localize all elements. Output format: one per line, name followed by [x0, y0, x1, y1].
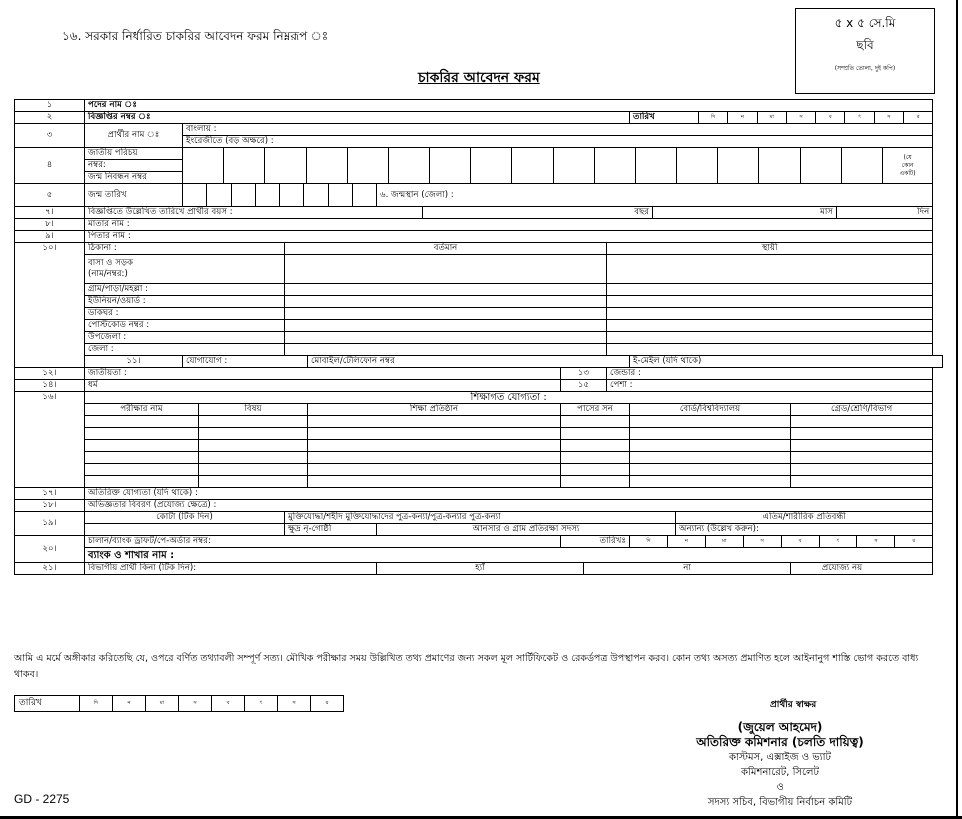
- row-number: ২: [15, 112, 85, 124]
- date-cell: স: [874, 112, 903, 123]
- birth-date-cells[interactable]: [183, 184, 377, 207]
- date-cell: মা: [705, 536, 743, 547]
- date-cell: দি: [80, 696, 113, 711]
- applicant-signature-label: প্রার্থীর স্বাক্ষর: [770, 700, 817, 710]
- birth-reg-label: জন্ম নিবন্ধন নম্বর: [85, 172, 183, 184]
- address-permanent-field[interactable]: [607, 255, 933, 284]
- quota-label: কোটা (টিক দিন): [85, 512, 285, 524]
- table-row: [15, 428, 943, 440]
- row-number: ১০।: [15, 243, 85, 368]
- education-title: শিক্ষাগত যোগ্যতা :: [85, 392, 933, 404]
- row-number: ৪: [15, 148, 85, 184]
- religion-field[interactable]: ধর্ম: [85, 380, 561, 392]
- date-cell: স: [743, 536, 781, 547]
- extra-qualification-field[interactable]: অতিরিক্ত যোগ্যতা (যদি থাকে) :: [85, 488, 933, 500]
- signatory-org-1: কাস্টমস, এক্সাইজ ও ভ্যাট: [729, 752, 831, 763]
- address-item-post-office: ডাকঘর :: [85, 308, 285, 320]
- email-field[interactable]: ই-মেইল (যদি থাকে): [630, 356, 943, 368]
- bank-branch-field[interactable]: ব্যাংক ও শাখার নাম :: [85, 548, 933, 563]
- departmental-no[interactable]: না: [584, 563, 791, 575]
- footer-date-label: তারিখ: [15, 696, 80, 711]
- departmental-yes[interactable]: হ্যাঁ: [377, 563, 584, 575]
- row-number-13: ১৩: [561, 368, 607, 380]
- age-year-field[interactable]: বছর: [423, 207, 653, 219]
- age-month-field[interactable]: মাস: [653, 207, 837, 219]
- row-experience: [15, 500, 943, 512]
- table-row: [15, 416, 943, 428]
- row-contact: [15, 356, 943, 368]
- row-bank: [15, 548, 943, 563]
- row-applicant-name-bn: [15, 124, 943, 136]
- quota-ethnic[interactable]: ক্ষুদ্র নৃ-গোষ্ঠী: [285, 524, 377, 536]
- row-education-title: [15, 392, 943, 404]
- address-present-field[interactable]: [285, 255, 607, 284]
- education-header-row: [15, 404, 943, 416]
- row-number: ১২।: [15, 368, 85, 380]
- date-cell: ব: [212, 696, 245, 711]
- footer-date-box[interactable]: [14, 695, 344, 712]
- edu-header-board: বোর্ড/বিশ্ববিদ্যালয়: [630, 404, 791, 416]
- photo-size: ৫ x ৫ সে.মি: [834, 16, 896, 30]
- row-nationality: [15, 368, 943, 380]
- address-item-house: বাসা ও সড়ক (নাম/নম্বর:): [85, 255, 285, 284]
- row-religion: [15, 380, 943, 392]
- nid-label-2: নম্বর:: [85, 160, 183, 172]
- row-number: ১৮।: [15, 500, 85, 512]
- table-row: [15, 452, 943, 464]
- age-day-field[interactable]: দিন: [837, 207, 933, 219]
- nid-digit-cells: [183, 148, 882, 183]
- signatory-role: সদস্য সচিব, বিভাগীয় নির্বাচন কমিটি: [707, 797, 853, 808]
- date-cell: ন: [113, 696, 146, 711]
- experience-field[interactable]: অভিজ্ঞতার বিবরণ (প্রযোজ্য ক্ষেত্রে) :: [85, 500, 933, 512]
- date-cell: ন: [727, 112, 756, 123]
- row-address-village: [15, 284, 943, 296]
- address-present-field[interactable]: [285, 344, 607, 356]
- form-table: [14, 99, 943, 575]
- edu-header-institution: শিক্ষা প্রতিষ্ঠান: [308, 404, 561, 416]
- gender-field[interactable]: জেন্ডার :: [607, 368, 933, 380]
- form-title: চাকরির আবেদন ফরম: [418, 70, 540, 86]
- row-number: ৩: [15, 124, 85, 148]
- row-number: ১৭।: [15, 488, 85, 500]
- address-item-union: ইউনিয়ন/ওয়ার্ড :: [85, 296, 285, 308]
- page-border-right: [956, 0, 958, 819]
- date-cell: দি: [646, 538, 651, 544]
- address-item-village: গ্রাম/পাড়া/মহল্লা :: [85, 284, 285, 296]
- birth-date-grid: [183, 184, 376, 206]
- document-code: GD - 2275: [14, 792, 70, 806]
- mother-name-field[interactable]: মাতার নাম :: [85, 219, 933, 231]
- signatory-title: অতিরিক্ত কমিশনার (চলতি দায়িত্ব): [696, 735, 864, 749]
- date-cell: স: [179, 696, 212, 711]
- footer-date-cells: [80, 696, 343, 711]
- date-cell: স: [856, 536, 894, 547]
- edu-header-grade: গ্রেড/শ্রেণি/বিভাগ: [791, 404, 933, 416]
- address-permanent-header: স্থায়ী: [607, 243, 933, 255]
- address-permanent-field[interactable]: [607, 332, 933, 344]
- applicant-name-english-field[interactable]: ইংরেজীতে (বড় অক্ষরে) :: [183, 136, 933, 148]
- signatory-block: [650, 720, 910, 810]
- challan-date-cells[interactable]: [630, 536, 933, 548]
- row-address-post: [15, 308, 943, 320]
- address-present-field[interactable]: [285, 308, 607, 320]
- date-cell: ৎ: [844, 112, 873, 123]
- row-address-union: [15, 296, 943, 308]
- row-challan: [15, 536, 943, 548]
- contact-label: যোগাযোগ :: [183, 356, 308, 368]
- age-label: বিজ্ঞপ্তিতে উল্লেখিত তারিখে প্রার্থীর বয়স :: [85, 207, 423, 219]
- row-post-name: [15, 100, 943, 112]
- date-cell: স: [786, 112, 815, 123]
- row-number: ২০।: [15, 536, 85, 563]
- address-present-field[interactable]: [285, 320, 607, 332]
- edu-header-exam: পরীক্ষার নাম: [85, 404, 199, 416]
- row-number: ৭।: [15, 207, 85, 219]
- row-quota-2: [15, 524, 943, 536]
- address-item-upazila: উপজেলা :: [85, 332, 285, 344]
- row-extra-qualification: [15, 488, 943, 500]
- declaration-text: আমি এ মর্মে অঙ্গীকার করিতেছি যে, ওপরে বর্ণিত তথ্যাবলী সম্পূর্ণ সত্য। মৌখিক পরীক্ষার সময় উল্লিখিত তথ্য প্রমাণের জন্য সকল মূল সার্টিফিকেট ও রেকর্ডপত্র উপস্থাপন করব। কোন তথ্য অসত্য প্রমাণিত হলে আইনানুগ শাস্তি ভোগ করতে বাধ্য থাকব।: [14, 653, 919, 680]
- address-present-header: বর্তমান: [285, 243, 607, 255]
- occupation-field[interactable]: পেশা :: [607, 380, 933, 392]
- birthplace-field[interactable]: ৬. জন্মস্থান (জেলা) :: [377, 184, 933, 207]
- quota-other[interactable]: অন্যান্য (উল্লেখ করুন):: [676, 524, 933, 536]
- row-father-name: [15, 231, 943, 243]
- row-number: ৮।: [15, 219, 85, 231]
- row-address-header: [15, 243, 943, 255]
- signatory-name: (জুয়েল আহমেদ): [737, 720, 823, 734]
- row-number: ১১।: [85, 356, 183, 368]
- photo-label: ছবি: [856, 38, 874, 52]
- row-address-house: [15, 255, 943, 284]
- quota-orphan-disabled[interactable]: এতিম/শারীরিক প্রতিবন্ধী: [676, 512, 933, 524]
- row-number: ৫: [15, 184, 85, 207]
- address-present-field[interactable]: [285, 284, 607, 296]
- date-cells: [630, 536, 932, 547]
- address-permanent-field[interactable]: [607, 320, 933, 332]
- row-quota-1: [15, 512, 943, 524]
- address-label: ঠিকানা :: [85, 243, 285, 255]
- date-cell: ৎ: [245, 696, 278, 711]
- address-present-field[interactable]: [285, 332, 607, 344]
- date-cell: ব: [815, 112, 844, 123]
- row-departmental: [15, 563, 943, 575]
- row-address-district: [15, 344, 943, 356]
- nationality-field[interactable]: জাতীয়তা :: [85, 368, 561, 380]
- circular-number-field[interactable]: বিজ্ঞপ্তির নম্বর ঃ: [85, 112, 630, 124]
- date-cell: ব: [781, 536, 819, 547]
- signatory-org-2: কমিশনারেট, সিলেট: [741, 767, 819, 778]
- address-item-district: জেলা :: [85, 344, 285, 356]
- row-age: [15, 207, 943, 219]
- date-cell: ৎ: [819, 536, 857, 547]
- edu-header-subject: বিষয়: [199, 404, 308, 416]
- address-item-postcode: পোস্টকোড নম্বর :: [85, 320, 285, 332]
- departmental-na[interactable]: প্রযোজ্য নয়: [791, 563, 933, 575]
- date-cells: [699, 112, 932, 123]
- photo-note: (সম্প্রতি তোলা, দুই কপি): [834, 65, 896, 72]
- date-cell: দি: [711, 114, 716, 120]
- address-present-field[interactable]: [285, 296, 607, 308]
- intro-text: ১৬. সরকার নির্ধারিত চাকরির আবেদন ফরম নিম্নরূপ ঃ: [62, 29, 329, 43]
- row-number: ৯।: [15, 231, 85, 243]
- departmental-label: বিভাগীয় প্রার্থী কিনা (টিক দিন):: [85, 563, 377, 575]
- row-number: ১: [15, 100, 85, 112]
- date-cell: র: [903, 112, 932, 123]
- table-row: [15, 464, 943, 476]
- row-address-postcode: [15, 320, 943, 332]
- birth-date-label: জন্ম তারিখ: [85, 184, 183, 207]
- post-name-field[interactable]: পদের নাম ঃ: [85, 100, 933, 112]
- row-circular-number: [15, 112, 943, 124]
- date-cell: মা: [757, 112, 786, 123]
- row-birth-date: [15, 184, 943, 207]
- address-permanent-field[interactable]: [607, 284, 933, 296]
- nid-digit-grid[interactable]: [183, 148, 883, 184]
- date-cell: স: [278, 696, 311, 711]
- address-permanent-field[interactable]: [607, 296, 933, 308]
- father-name-field[interactable]: পিতার নাম :: [85, 231, 933, 243]
- date-cell: র: [894, 536, 932, 547]
- nid-note: (যে কোন একটি): [883, 148, 933, 184]
- table-row: [15, 476, 943, 488]
- applicant-name-label: প্রার্থীর নাম ঃ: [85, 124, 183, 148]
- row-number: ১৯।: [15, 512, 85, 536]
- date-cell: র: [325, 700, 329, 706]
- edu-header-year: পাসের সন: [561, 404, 630, 416]
- nid-label: জাতীয় পরিচয়: [85, 148, 183, 160]
- address-permanent-field[interactable]: [607, 308, 933, 320]
- row-number: ১৬।: [15, 392, 85, 488]
- form-table-wrap: [14, 99, 943, 575]
- row-number-15: ১৫: [561, 380, 607, 392]
- challan-field[interactable]: চালান/ব্যাংক ড্রাফট/পে-অর্ডার নম্বর:: [85, 536, 561, 548]
- row-mother-name: [15, 219, 943, 231]
- row-number: ২১।: [15, 563, 85, 575]
- applicant-name-bangla-field[interactable]: বাংলায় :: [183, 124, 933, 136]
- photo-box: [795, 8, 935, 94]
- date-cell: মা: [146, 696, 179, 711]
- date-cell: ন: [667, 536, 705, 547]
- quota-ansar[interactable]: আনসার ও গ্রাম প্রতিরক্ষা সদস্য: [377, 524, 676, 536]
- row-nid-1: [15, 148, 943, 160]
- circular-date-label: তারিখ: [630, 112, 699, 124]
- quota-freedom-fighter[interactable]: মুক্তিযোদ্ধা/শহীদ মুক্তিযোদ্ধাদের পুত্র-কন্যা/পুত্র-কন্যার পুত্র-কন্যা: [285, 512, 676, 524]
- circular-date-cells[interactable]: [699, 112, 933, 124]
- table-row: [15, 440, 943, 452]
- row-address-upazila: [15, 332, 943, 344]
- mobile-field[interactable]: মোবাইল/টেলিফোন নম্বর: [308, 356, 630, 368]
- challan-date-label: তারিখঃ: [561, 536, 630, 548]
- row-number: ১৪।: [15, 380, 85, 392]
- signatory-and: ও: [776, 782, 784, 793]
- address-permanent-field[interactable]: [607, 344, 933, 356]
